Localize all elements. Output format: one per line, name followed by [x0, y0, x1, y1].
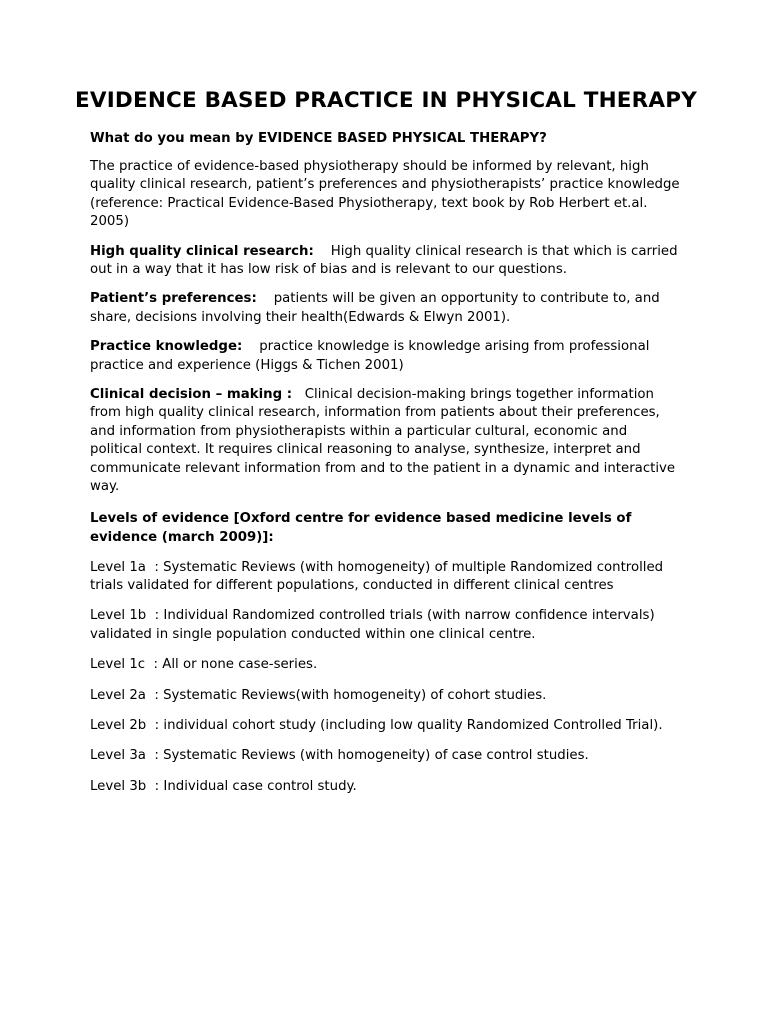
definition-text: patients will be given an opportunity to contribute to, and share, decisions involving their health(Edwards & Elwyn 2001). [90, 291, 660, 325]
definition-text: High quality clinical research is that which is carried out in a way that it has low risk of bias and is relevant to our questions. [90, 243, 678, 278]
definition-text: practice knowledge is knowledge arising from professional practice and experience (Higgs & Tichen 2001) [90, 339, 650, 373]
level-text: individual cohort study (including low quality Randomized Controlled Trial). [163, 717, 663, 733]
definition-term: Clinical decision – making : [90, 387, 293, 403]
level-text: Systematic Reviews (with homogeneity) of case control studies. [163, 748, 589, 764]
level-code: Level 2b : [90, 717, 160, 733]
definition-text: Clinical decision-making brings together information from high quality clinical research, information from patients about their preferences, and information from physiotherapists within a particular cultural, economic and political context. It requires clinical reasoning to analyse, synthesize, interpret and communicate relevant information from and to the patient in a dynamic and interactive way. [90, 387, 676, 495]
page-title: EVIDENCE BASED PRACTICE IN PHYSICAL THERAPY [74, 88, 698, 113]
document-body [74, 86, 698, 796]
definition-paragraph [90, 290, 682, 327]
level-code: Level 2a : [90, 687, 159, 703]
levels-heading: Levels of evidence [Oxford centre for evidence based medicine levels of evidence (march 2009)]: [90, 510, 632, 545]
section-question: What do you mean by EVIDENCE BASED PHYSICAL THERAPY? [90, 131, 547, 146]
level-item [90, 656, 682, 674]
level-text: Systematic Reviews (with homogeneity) of multiple Randomized controlled trials validated for different populations, conducted in different clinical centres [90, 559, 664, 593]
level-code: Level 3b : [90, 778, 160, 794]
definition-paragraph [90, 243, 682, 280]
level-item [90, 778, 682, 796]
definition-term: Patient’s preferences: [90, 291, 257, 307]
level-item [90, 559, 682, 596]
level-code: Level 1b : [90, 608, 160, 624]
level-item [90, 717, 682, 735]
level-text: Individual Randomized controlled trials (with narrow confidence intervals) validated in single population conducted within one clinical centre. [90, 608, 655, 642]
definition-term: Practice knowledge: [90, 339, 243, 355]
level-item [90, 607, 682, 644]
level-text: All or none case-series. [162, 657, 318, 673]
level-text: Systematic Reviews(with homogeneity) of cohort studies. [163, 687, 547, 703]
definition-paragraph [90, 386, 682, 496]
level-code: Level 1a : [90, 559, 159, 575]
level-text: Individual case control study. [163, 778, 357, 794]
level-code: Level 1c : [90, 657, 159, 673]
definition-term: High quality clinical research: [90, 243, 314, 259]
level-item [90, 687, 682, 705]
intro-paragraph: The practice of evidence-based physiotherapy should be informed by relevant, high quality clinical research, patient’s preferences and physiotherapists’ practice knowledge (reference: Practical Evidence-Based Physiotherapy, text book by Rob Herbert et.al. 2005) [90, 159, 680, 230]
definition-paragraph [90, 338, 682, 375]
level-item [90, 747, 682, 765]
level-code: Level 3a : [90, 748, 159, 764]
